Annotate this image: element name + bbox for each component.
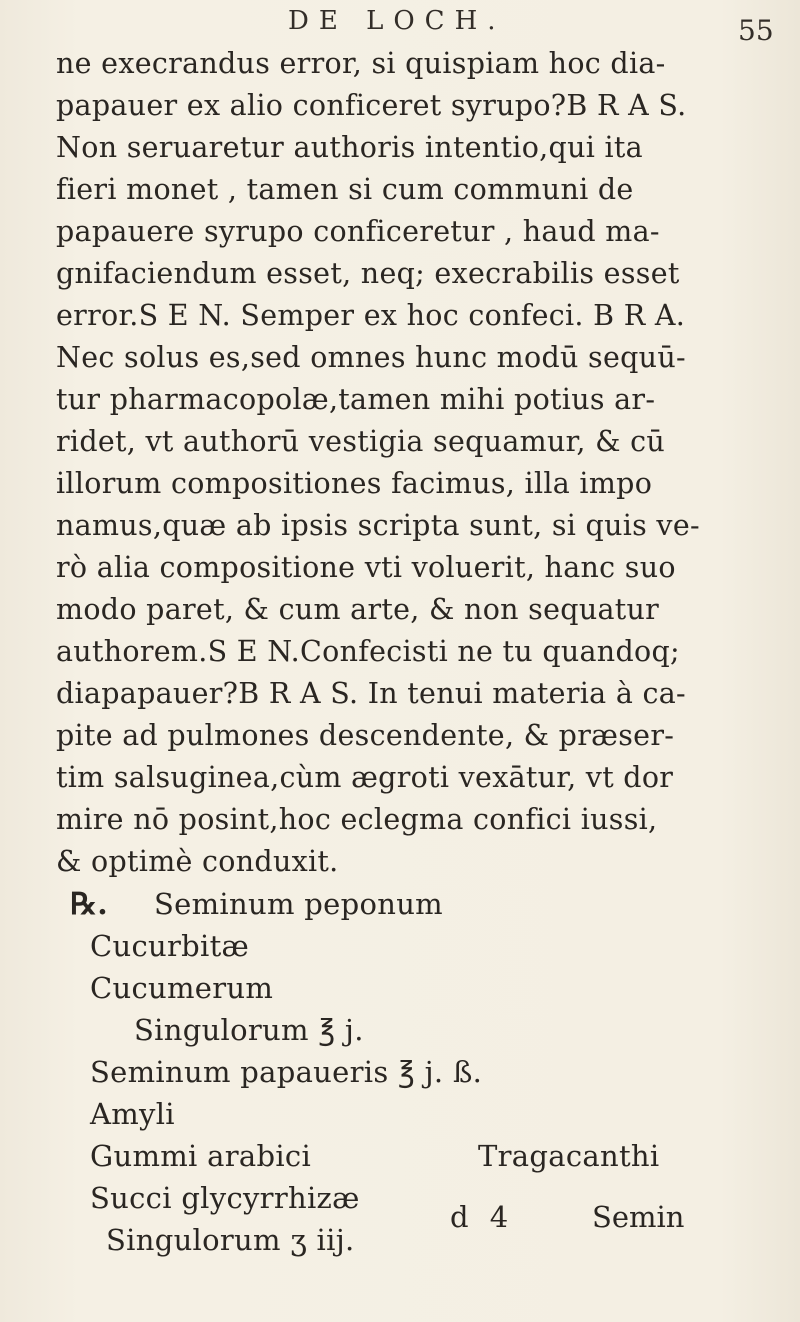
page-number: 55	[738, 14, 774, 47]
recipe-ingredient: Gummi arabici	[90, 1139, 312, 1173]
text-line: error.S E N. Semper ex hoc confeci. B R A.	[56, 299, 686, 332]
text-line: modo paret, & cum arte, & non sequatur	[56, 593, 660, 626]
text-line: ridet, vt authorū vestigia sequamur, & cū	[56, 425, 666, 458]
recipe-line: Succi glycyrrhizæ	[90, 1181, 360, 1215]
text-line: tur pharmacopolæ,tamen mihi potius ar-	[56, 383, 656, 416]
catchword: Semin	[592, 1200, 685, 1234]
recipe-symbol: ℞.	[70, 887, 108, 922]
text-line: diapapauer?B R A S. In tenui materia à ca-	[56, 677, 686, 710]
page-footer	[0, 1200, 800, 1240]
recipe-line: Cucumerum	[90, 971, 274, 1005]
text-line: mire nō posint,hoc eclegma confici iussi,	[56, 803, 658, 836]
recipe-line: Amyli	[90, 1097, 175, 1131]
recipe-line	[70, 884, 443, 924]
text-line: Nec solus es,sed omnes hunc modū sequū-	[56, 341, 686, 374]
recipe-line: Singulorum ʒ iij.	[106, 1223, 355, 1257]
recipe-ingredient: Seminum peponum	[154, 887, 443, 921]
text-line: tim salsuginea,cùm ægroti vexātur, vt dor	[56, 761, 674, 794]
recipe-line: Seminum papaueris ℥ j. ß.	[90, 1055, 483, 1089]
running-head: DE LOCH.	[288, 6, 506, 36]
recipe-line: Cucurbitæ	[90, 929, 250, 963]
recipe-ingredient-second-column: Tragacanthi	[478, 1139, 660, 1173]
text-line: illorum compositiones facimus, illa impo	[56, 467, 653, 500]
page-header	[0, 4, 800, 48]
recipe-line	[90, 1136, 770, 1176]
text-line: & optimè conduxit.	[56, 845, 339, 878]
text-line: gnifaciendum esset, neq; execrabilis esset	[56, 257, 680, 290]
text-line: ne execrandus error, si quispiam hoc dia-	[56, 47, 666, 80]
text-line: papauer ex alio conficeret syrupo?B R A S.	[56, 89, 687, 122]
recipe-line: Singulorum ℥ j.	[134, 1013, 364, 1047]
text-line: authorem.S E N.Confecisti ne tu quandoq;	[56, 635, 680, 668]
text-line: fieri monet , tamen si cum communi de	[56, 173, 634, 206]
signature-mark: d 4	[450, 1200, 515, 1234]
text-line: Non seruaretur authoris intentio,qui ita	[56, 131, 643, 164]
text-line: pite ad pulmones descendente, & præser-	[56, 719, 675, 752]
text-line: rò alia compositione vti voluerit, hanc suo	[56, 551, 676, 584]
text-line: papauere syrupo conficeretur , haud ma-	[56, 215, 660, 248]
text-line: namus,quæ ab ipsis scripta sunt, si quis ve-	[56, 509, 700, 542]
